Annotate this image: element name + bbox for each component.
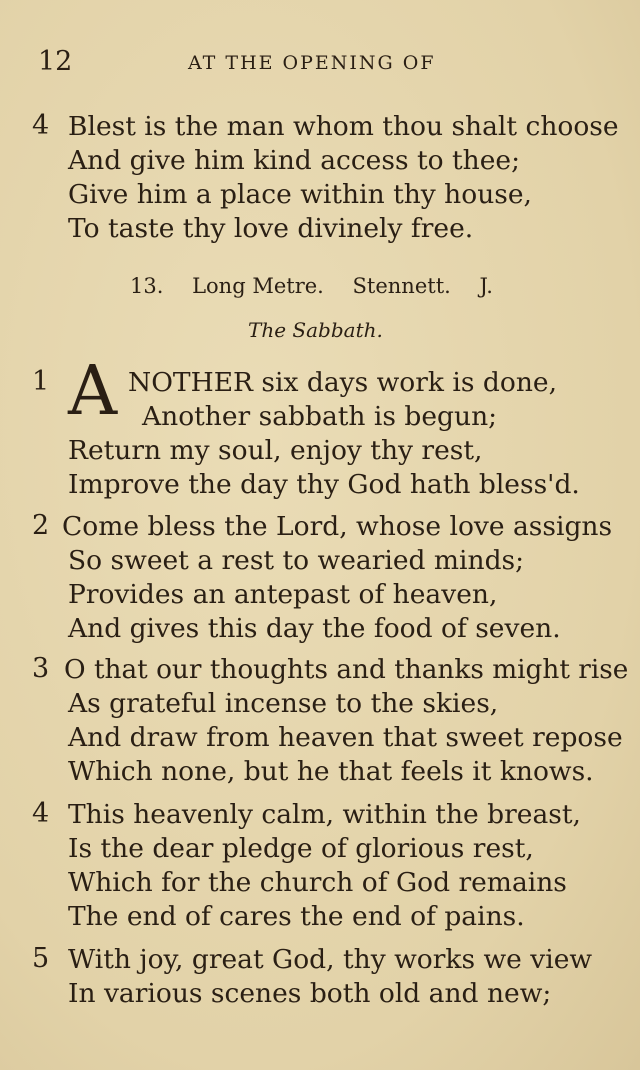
running-head: AT THE OPENING OF bbox=[188, 52, 436, 74]
verse-line: With joy, great God, thy works we view bbox=[68, 944, 593, 975]
drop-cap: A bbox=[68, 352, 118, 431]
verse-line: And gives this day the food of seven. bbox=[68, 613, 561, 644]
hymn-number: 13. bbox=[130, 274, 164, 298]
verse-line: Another sabbath is begun; bbox=[142, 401, 498, 432]
verse-line: Blest is the man whom thou shalt choose bbox=[68, 111, 619, 142]
verse-line: NOTHER six days work is done, bbox=[128, 367, 557, 398]
verse-line: O that our thoughts and thanks might rise bbox=[64, 654, 629, 685]
verse-line: This heavenly calm, within the breast, bbox=[68, 799, 581, 830]
verse-line: The end of cares the end of pains. bbox=[68, 901, 525, 932]
verse-line: Provides an antepast of heaven, bbox=[68, 579, 498, 610]
hymn-metre: Long Metre. bbox=[192, 274, 324, 298]
verse-line: And give him kind access to thee; bbox=[68, 145, 521, 176]
verse-line: As grateful incense to the skies, bbox=[68, 688, 499, 719]
hymn-heading bbox=[130, 274, 515, 298]
verse-line: Come bless the Lord, whose love assigns bbox=[62, 511, 613, 542]
verse-number: 3 bbox=[32, 653, 50, 684]
verse-line: In various scenes both old and new; bbox=[68, 978, 552, 1009]
verse-line: So sweet a rest to wearied minds; bbox=[68, 545, 525, 576]
verse-number: 5 bbox=[32, 943, 50, 974]
hymn-tune: J. bbox=[479, 274, 493, 298]
verse-line: Which none, but he that feels it knows. bbox=[68, 756, 594, 787]
verse-number: 4 bbox=[32, 798, 50, 829]
verse-number: 2 bbox=[32, 510, 50, 541]
verse-line: Which for the church of God remains bbox=[68, 867, 567, 898]
verse-line: Give him a place within thy house, bbox=[68, 179, 532, 210]
hymn-author: Stennett. bbox=[352, 274, 451, 298]
hymn-title: The Sabbath. bbox=[248, 318, 383, 342]
verse-line: Return my soul, enjoy thy rest, bbox=[68, 435, 483, 466]
verse-line: Is the dear pledge of glorious rest, bbox=[68, 833, 534, 864]
verse-line: And draw from heaven that sweet repose bbox=[68, 722, 623, 753]
page-number: 12 bbox=[38, 46, 73, 77]
page-header bbox=[38, 46, 598, 80]
verse-line: Improve the day thy God hath bless'd. bbox=[68, 469, 580, 500]
verse-number: 1 bbox=[32, 366, 50, 397]
verse-line: To taste thy love divinely free. bbox=[68, 213, 474, 244]
verse-number: 4 bbox=[32, 110, 50, 141]
